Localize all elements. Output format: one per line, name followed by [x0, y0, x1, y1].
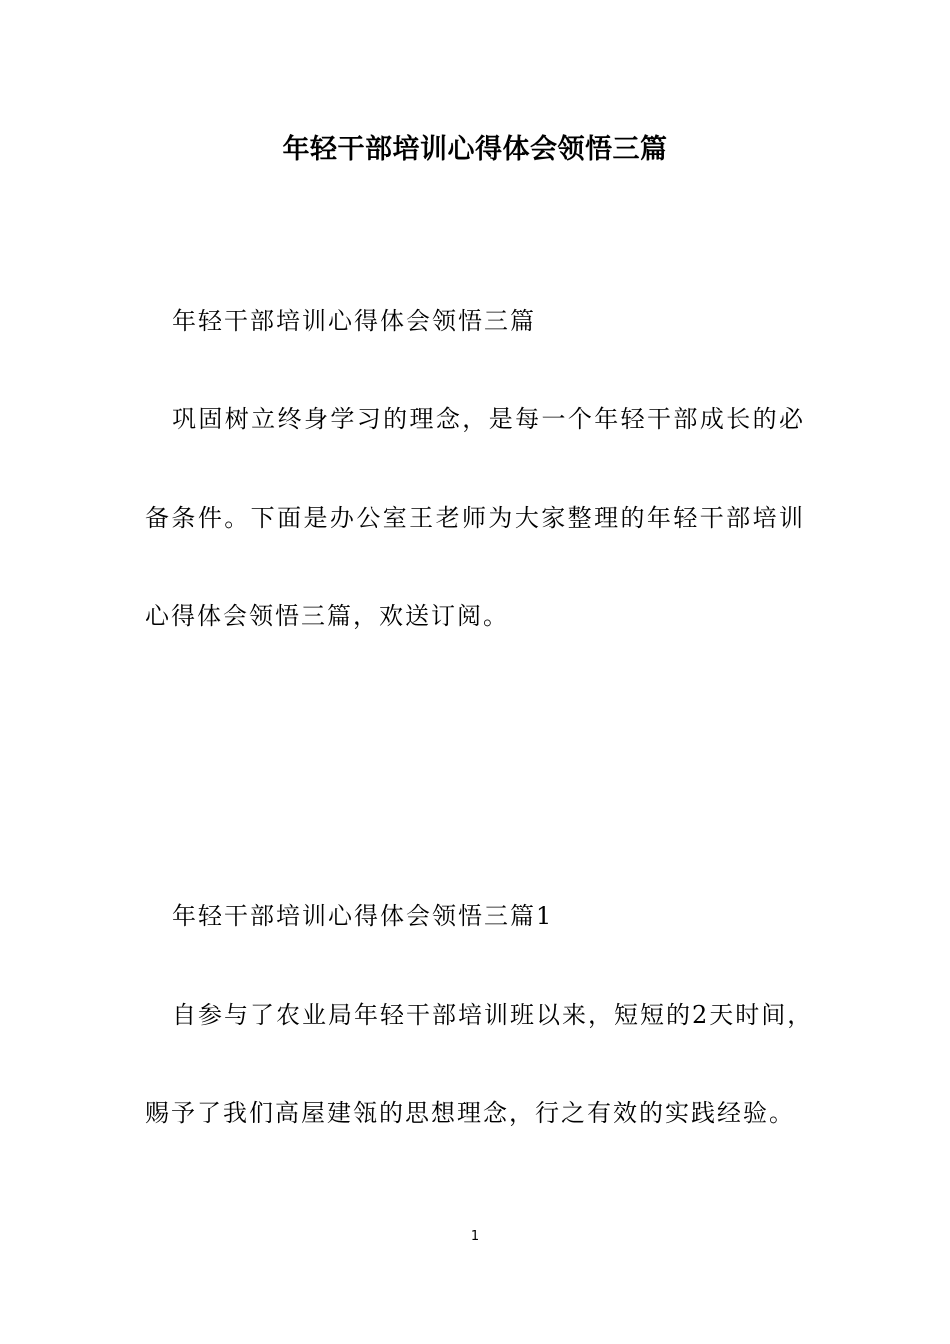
- document-title: 年轻干部培训心得体会领悟三篇: [282, 134, 668, 165]
- section-heading: 年轻干部培训心得体会领悟三篇1: [172, 902, 554, 930]
- intro-line-1: 巩固树立终身学习的理念，是每一个年轻干部成长的必: [172, 405, 805, 433]
- intro-line-3: 心得体会领悟三篇，欢送订阅。: [145, 602, 509, 630]
- document-subtitle: 年轻干部培训心得体会领悟三篇: [172, 307, 536, 335]
- intro-line-2: 备条件。下面是办公室王老师为大家整理的年轻干部培训: [145, 504, 805, 532]
- section-line-2: 赐予了我们高屋建瓴的思想理念，行之有效的实践经验。: [145, 1099, 795, 1127]
- page-number: 1: [470, 1229, 480, 1244]
- section-line-1: 自参与了农业局年轻干部培训班以来，短短的2天时间，: [172, 1001, 814, 1029]
